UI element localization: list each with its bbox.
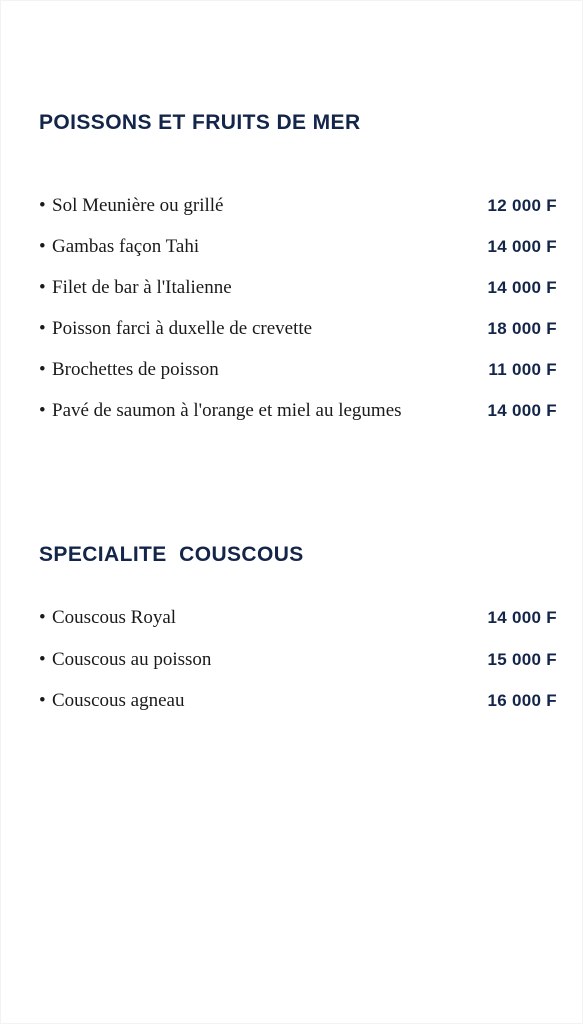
- section-title: SPECIALITE COUSCOUS: [39, 543, 304, 566]
- section-title: POISSONS ET FRUITS DE MER: [39, 111, 361, 134]
- bullet-icon: •: [39, 359, 46, 380]
- menu-item: [39, 648, 557, 672]
- menu-item: [39, 689, 557, 713]
- bullet-icon: •: [39, 195, 46, 216]
- item-price: 14 000 F: [487, 608, 557, 627]
- item-price: 14 000 F: [487, 278, 557, 297]
- menu-item: [39, 399, 557, 423]
- bullet-icon: •: [39, 607, 46, 628]
- item-name: Brochettes de poisson: [52, 359, 219, 380]
- item-price: 14 000 F: [487, 237, 557, 256]
- bullet-icon: •: [39, 400, 46, 421]
- bullet-icon: •: [39, 649, 46, 670]
- menu-item: [39, 317, 557, 341]
- bullet-icon: •: [39, 690, 46, 711]
- menu-item: [39, 194, 557, 218]
- menu-item: [39, 358, 557, 382]
- item-name: Couscous au poisson: [52, 649, 212, 670]
- bullet-icon: •: [39, 277, 46, 298]
- item-name: Couscous agneau: [52, 690, 185, 711]
- item-price: 14 000 F: [487, 401, 557, 420]
- item-name: Filet de bar à l'Italienne: [52, 277, 232, 298]
- menu-item: [39, 276, 557, 300]
- item-name: Gambas façon Tahi: [52, 236, 200, 257]
- item-price: 15 000 F: [487, 650, 557, 669]
- item-price: 12 000 F: [487, 196, 557, 215]
- section-poissons: [39, 111, 557, 421]
- item-name: Couscous Royal: [52, 607, 177, 628]
- menu-item: [39, 235, 557, 259]
- item-price: 11 000 F: [488, 360, 557, 379]
- bullet-icon: •: [39, 318, 46, 339]
- item-name: Poisson farci à duxelle de crevette: [52, 318, 313, 339]
- item-name: Sol Meunière ou grillé: [52, 195, 224, 216]
- item-price: 16 000 F: [487, 691, 557, 710]
- item-name: Pavé de saumon à l'orange et miel au legumes: [52, 400, 402, 421]
- menu-item: [39, 606, 557, 630]
- item-price: 18 000 F: [487, 319, 557, 338]
- bullet-icon: •: [39, 236, 46, 257]
- section-couscous: [39, 543, 557, 711]
